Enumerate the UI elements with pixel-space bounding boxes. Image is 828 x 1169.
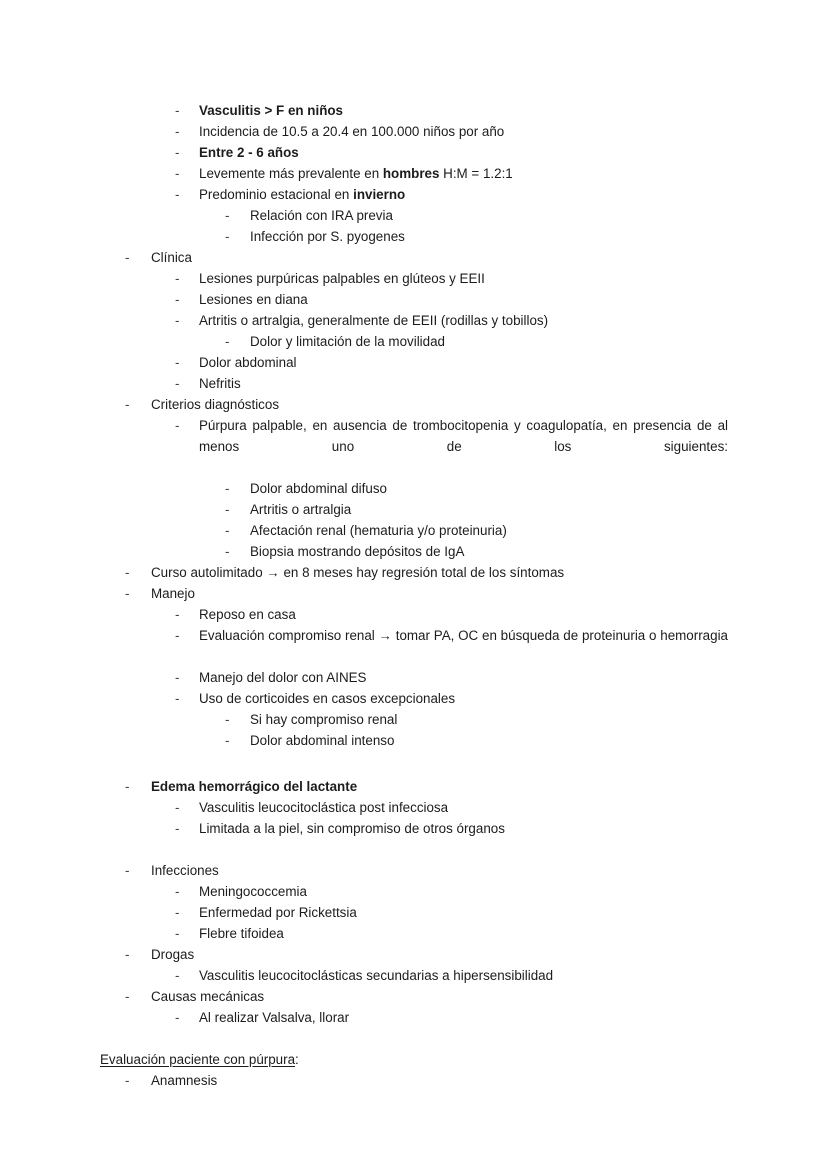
list-item xyxy=(175,688,728,709)
list-item xyxy=(175,923,728,944)
bullet-dash-icon: - xyxy=(175,926,180,941)
list-item-text: Manejo del dolor con AINES xyxy=(199,670,367,685)
list-item-text: Manejo xyxy=(151,586,195,601)
list-item xyxy=(175,604,728,625)
bullet-dash-icon: - xyxy=(225,229,230,244)
list-item xyxy=(175,310,728,331)
list-item-text: Artritis o artralgia xyxy=(250,502,352,517)
bullet-dash-icon: - xyxy=(175,1010,180,1025)
bullet-dash-icon: - xyxy=(225,733,230,748)
bullet-dash-icon: - xyxy=(225,712,230,727)
list-item xyxy=(175,902,728,923)
list-item-text: Vasculitis > F en niños xyxy=(199,103,343,118)
list-item-text: Incidencia de 10.5 a 20.4 en 100.000 niños por año xyxy=(199,124,505,139)
list-item-text: Curso autolimitado → en 8 meses hay regresión total de los síntomas xyxy=(151,565,565,580)
list-item xyxy=(225,709,728,730)
bullet-dash-icon: - xyxy=(175,376,180,391)
list-item-text: Anamnesis xyxy=(151,1073,218,1088)
bullet-dash-icon: - xyxy=(125,1073,130,1088)
list-item xyxy=(225,331,728,352)
list-item xyxy=(175,100,728,121)
paragraph-spacer xyxy=(100,839,728,860)
list-item-text: Enfermedad por Rickettsia xyxy=(199,905,357,920)
bullet-dash-icon: - xyxy=(175,691,180,706)
list-item xyxy=(175,268,728,289)
list-item xyxy=(175,415,728,478)
bullet-dash-icon: - xyxy=(175,670,180,685)
bullet-dash-icon: - xyxy=(175,166,180,181)
bullet-dash-icon: - xyxy=(125,586,130,601)
bullet-dash-icon: - xyxy=(175,800,180,815)
list-item-text: Vasculitis leucocitoclásticas secundarias a hipersensibilidad xyxy=(199,968,554,983)
list-item-text: Lesiones purpúricas palpables en glúteos y EEII xyxy=(199,271,485,286)
paragraph-spacer xyxy=(100,751,728,776)
list-item-text: Lesiones en diana xyxy=(199,292,308,307)
list-item xyxy=(125,986,728,1007)
bullet-dash-icon: - xyxy=(125,779,130,794)
list-item-text: Reposo en casa xyxy=(199,607,296,622)
bullet-dash-icon: - xyxy=(125,947,130,962)
list-item-text: Entre 2 - 6 años xyxy=(199,145,299,160)
list-item xyxy=(125,944,728,965)
bullet-dash-icon: - xyxy=(175,271,180,286)
bullet-dash-icon: - xyxy=(125,397,130,412)
bullet-dash-icon: - xyxy=(175,145,180,160)
list-item xyxy=(225,520,728,541)
list-item xyxy=(225,541,728,562)
list-item-text: Relación con IRA previa xyxy=(250,208,393,223)
list-item-text: Limitada a la piel, sin compromiso de otros órganos xyxy=(199,821,505,836)
list-item-text: Dolor y limitación de la movilidad xyxy=(250,334,445,349)
list-item xyxy=(175,625,728,667)
section-heading xyxy=(100,1049,728,1070)
list-item-text: Nefritis xyxy=(199,376,241,391)
list-item-text: Púrpura palpable, en ausencia de trombocitopenia y coagulopatía, en presencia de al menos uno de los siguientes: xyxy=(199,418,728,454)
list-item xyxy=(175,881,728,902)
bullet-dash-icon: - xyxy=(175,607,180,622)
bullet-dash-icon: - xyxy=(175,884,180,899)
list-item xyxy=(225,478,728,499)
list-item-text: Clínica xyxy=(151,250,192,265)
list-item xyxy=(225,205,728,226)
bullet-dash-icon: - xyxy=(225,481,230,496)
list-item xyxy=(125,562,728,583)
bullet-dash-icon: - xyxy=(225,502,230,517)
document-body xyxy=(100,100,728,1091)
bullet-dash-icon: - xyxy=(175,628,180,643)
list-item-text: Flebre tifoidea xyxy=(199,926,284,941)
list-item xyxy=(175,667,728,688)
list-item xyxy=(125,583,728,604)
list-item-text: Edema hemorrágico del lactante xyxy=(151,779,358,794)
list-item-text: Si hay compromiso renal xyxy=(250,712,398,727)
list-item-text: Evaluación compromiso renal → tomar PA, OC en búsqueda de proteinuria o hemorragia xyxy=(199,628,728,643)
list-item-text xyxy=(199,163,728,184)
plain-text: Predominio estacional en xyxy=(199,187,354,202)
bullet-dash-icon: - xyxy=(175,355,180,370)
paragraph-spacer xyxy=(100,1028,728,1049)
bullet-dash-icon: - xyxy=(125,565,130,580)
list-item xyxy=(175,373,728,394)
bullet-dash-icon: - xyxy=(175,313,180,328)
list-item-text: Drogas xyxy=(151,947,195,962)
list-item-text: Afectación renal (hematuria y/o proteinuria) xyxy=(250,523,507,538)
list-item xyxy=(175,818,728,839)
list-item xyxy=(225,226,728,247)
emphasized-text: invierno xyxy=(353,187,406,202)
list-item xyxy=(175,352,728,373)
bullet-dash-icon: - xyxy=(175,418,180,433)
bullet-dash-icon: - xyxy=(225,523,230,538)
list-item-text: Infección por S. pyogenes xyxy=(250,229,405,244)
emphasized-text: hombres xyxy=(382,166,440,181)
list-item xyxy=(225,730,728,751)
list-item xyxy=(175,163,728,184)
bullet-dash-icon: - xyxy=(125,989,130,1004)
list-item-text: Criterios diagnósticos xyxy=(151,397,280,412)
bullet-dash-icon: - xyxy=(125,250,130,265)
list-item xyxy=(175,1007,728,1028)
list-item-text: Biopsia mostrando depósitos de IgA xyxy=(250,544,465,559)
bullet-dash-icon: - xyxy=(225,334,230,349)
list-item-text: Infecciones xyxy=(151,863,219,878)
section-heading-colon: : xyxy=(295,1052,299,1067)
list-item-text xyxy=(199,184,728,205)
list-item xyxy=(125,860,728,881)
list-item xyxy=(225,499,728,520)
list-item-text: Dolor abdominal difuso xyxy=(250,481,387,496)
list-item xyxy=(125,776,728,797)
bullet-dash-icon: - xyxy=(175,905,180,920)
list-item xyxy=(125,1070,728,1091)
bullet-dash-icon: - xyxy=(175,103,180,118)
list-item xyxy=(175,965,728,986)
list-item xyxy=(175,797,728,818)
bullet-dash-icon: - xyxy=(175,292,180,307)
bullet-dash-icon: - xyxy=(175,187,180,202)
bullet-dash-icon: - xyxy=(175,968,180,983)
bullet-dash-icon: - xyxy=(225,544,230,559)
list-item-text: Causas mecánicas xyxy=(151,989,265,1004)
list-item-text: Meningococcemia xyxy=(199,884,307,899)
list-item xyxy=(175,142,728,163)
list-item-text: Vasculitis leucocitoclástica post infecciosa xyxy=(199,800,449,815)
bullet-dash-icon: - xyxy=(125,863,130,878)
list-item-text: Al realizar Valsalva, llorar xyxy=(199,1010,350,1025)
list-item xyxy=(175,121,728,142)
list-item xyxy=(175,184,728,205)
plain-text: Levemente más prevalente en xyxy=(199,166,383,181)
list-item xyxy=(125,394,728,415)
list-item-text: Artritis o artralgia, generalmente de EEII (rodillas y tobillos) xyxy=(199,313,549,328)
list-item xyxy=(175,289,728,310)
list-item xyxy=(125,247,728,268)
plain-text: H:M = 1.2:1 xyxy=(439,166,513,181)
bullet-dash-icon: - xyxy=(175,821,180,836)
list-item-text: Uso de corticoides en casos excepcionales xyxy=(199,691,456,706)
bullet-dash-icon: - xyxy=(225,208,230,223)
section-heading-underlined-text: Evaluación paciente con púrpura xyxy=(100,1052,296,1067)
list-item-text: Dolor abdominal intenso xyxy=(250,733,395,748)
bullet-dash-icon: - xyxy=(175,124,180,139)
list-item-text: Dolor abdominal xyxy=(199,355,297,370)
